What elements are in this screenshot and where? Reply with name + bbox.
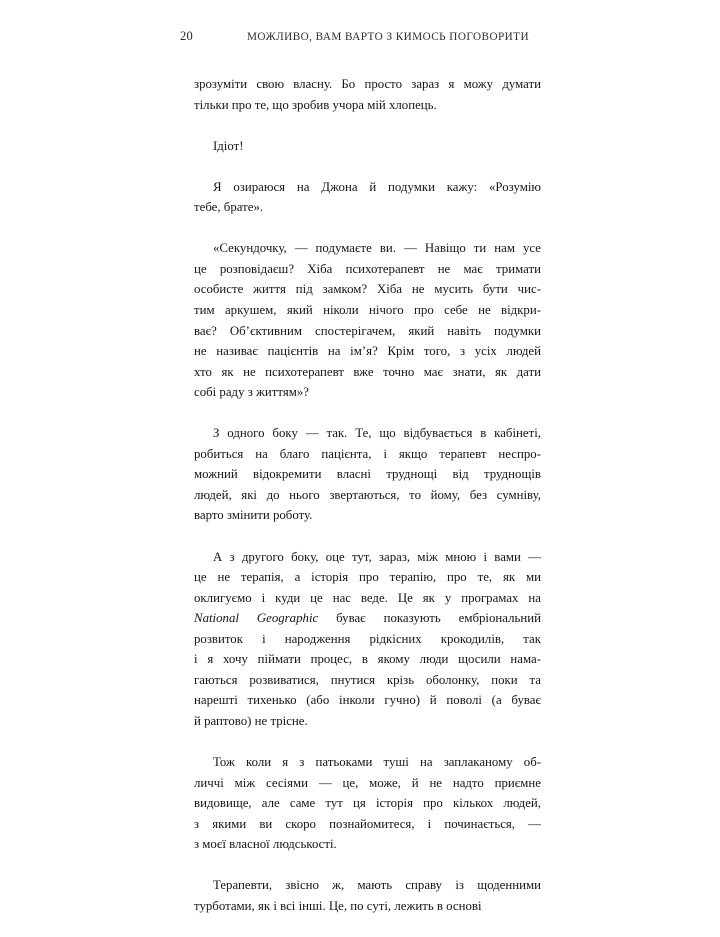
text-line: личчі між сесіями — це, може, й не надто приємне — [194, 775, 541, 790]
text-line: з якими ви скоро познайомитеся, і починається, — — [194, 816, 541, 831]
text-line: видовище, але саме тут ця історія про кількох людей, — [194, 796, 541, 811]
text-line: Ідіот! — [213, 138, 244, 153]
text-line: З одного боку — так. Те, що відбувається в кабінеті, — [213, 426, 541, 441]
text-line: А з другого боку, оце тут, зараз, між мною і вами — — [213, 549, 541, 564]
text-line: це розповідаєш? Хіба психотерапевт не має тримати — [194, 261, 541, 276]
paragraph-1 — [194, 74, 541, 136]
paragraph-8 — [194, 875, 541, 937]
paragraph-4 — [194, 238, 541, 423]
italic-magazine-title: National Geographic — [194, 611, 319, 626]
body-text-block — [194, 74, 541, 937]
text-line: це не терапія, а історія про терапію, про те, як ми — [194, 570, 541, 585]
text-line: і я хочу піймати процес, в якому люди щосили нама- — [194, 652, 541, 667]
text-line: розвиток і народження рідкісних крокодилів, так — [194, 631, 541, 646]
text-line: ває? Об’єктивним спостерігачем, який навіть подумки — [194, 323, 541, 338]
text-line: й раптово) не трісне. — [194, 713, 308, 728]
paragraph-7 — [194, 752, 541, 875]
text-line: турботами, як і всі інші. Це, по суті, лежить в основі — [194, 898, 482, 913]
text-line: з моєї власної людськості. — [194, 837, 337, 852]
text-line: тим аркушем, який ніколи нічого про себе не відкри- — [194, 303, 541, 318]
paragraph-3 — [194, 177, 541, 239]
text-line: зрозуміти свою власну. Бо просто зараз я можу думати — [194, 77, 541, 91]
text-line: гаються розвиватися, пнутися крізь оболонку, поки та — [194, 672, 541, 687]
text-line: робиться на благо пацієнта, і якщо терапевт неспро- — [194, 446, 541, 461]
text-line: хто як не психотерапевт вже точно має знати, як дати — [194, 364, 541, 379]
text-line-remainder: буває показують ембріональний — [318, 611, 541, 626]
text-line: особисте життя під замком? Хіба не мусить бути чис- — [194, 282, 541, 297]
text-line: тільки про те, що зробив учора мій хлопець. — [194, 97, 437, 112]
text-line: Я озираюся на Джона й подумки кажу: «Розумію — [213, 179, 541, 194]
text-line: тебе, брате». — [194, 200, 264, 215]
text-line: нарешті тихенько (або інколи гучно) й поволі (а буває — [194, 693, 541, 708]
paragraph-6 — [194, 547, 541, 752]
running-head-title: МОЖЛИВО, ВАМ ВАРТО З КИМОСЬ ПОГОВОРИТИ — [247, 31, 529, 43]
text-line: Тож коли я з патьоками туші на заплаканому об- — [213, 755, 541, 770]
page-number: 20 — [180, 29, 193, 43]
text-line: оклигуємо і куди це нас веде. Це як у програмах на — [194, 590, 541, 605]
paragraph-2 — [194, 136, 541, 177]
text-line: «Секундочку, — подумаєте ви. — Навіщо ти нам усе — [213, 241, 541, 256]
running-head — [180, 29, 540, 47]
paragraph-5 — [194, 423, 541, 546]
text-line: собі раду з життям»? — [194, 385, 309, 400]
text-line: не називає пацієнтів на ім’я? Крім того, з усіх людей — [194, 344, 541, 359]
text-line-with-italic-title — [194, 608, 541, 629]
text-line: людей, які до нього звертаються, то йому, без сумніву, — [194, 487, 541, 502]
text-line: варто змінити роботу. — [194, 508, 313, 523]
text-line: Терапевти, звісно ж, мають справу із щоденними — [213, 878, 541, 893]
text-line: можний відокремити власні труднощі від труднощів — [194, 467, 541, 482]
